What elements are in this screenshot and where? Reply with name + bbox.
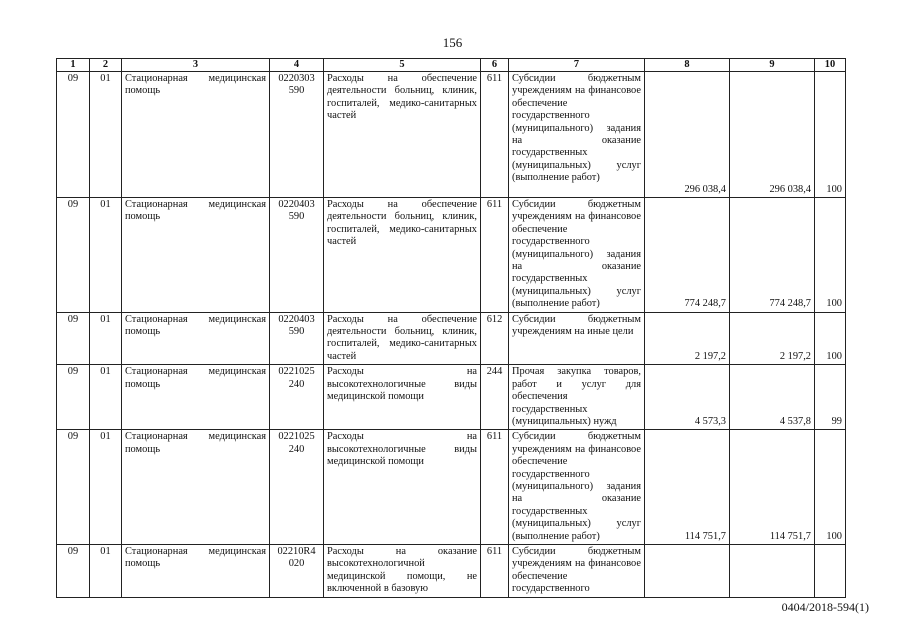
planned-amount: 4 573,3: [645, 365, 730, 430]
target-article-code: 0220403 590: [270, 198, 324, 313]
page-number: 156: [442, 35, 463, 50]
execution-percent: 100: [815, 312, 846, 365]
executed-amount: 296 038,4: [730, 72, 815, 198]
expense-type-code: 611: [481, 198, 509, 313]
target-article-name: Расходы на обеспечение деятельности больниц, клиник, госпиталей, медико-санитарных частей: [324, 72, 481, 198]
column-header: 6: [481, 59, 509, 72]
executed-amount: 774 248,7: [730, 198, 815, 313]
column-header: 5: [324, 59, 481, 72]
subsection-name: Стационарная медицинская помощь: [122, 312, 270, 365]
executed-amount: 4 537,8: [730, 365, 815, 430]
section-code: 09: [57, 312, 90, 365]
planned-amount: 2 197,2: [645, 312, 730, 365]
table-row: [57, 430, 846, 545]
expense-type-name: Субсидии бюджетным учреждениям на финансовое обеспечение государственного (муниципального) задания на оказание государственных (муниципальных) услуг (выполнение работ): [509, 198, 645, 313]
subsection-name: Стационарная медицинская помощь: [122, 198, 270, 313]
target-article-code: 02210R4 020: [270, 544, 324, 597]
table-header-row: [57, 59, 846, 72]
target-article-code: 0221025 240: [270, 365, 324, 430]
execution-percent: 100: [815, 72, 846, 198]
expense-type-name: Прочая закупка товаров, работ и услуг для обеспечения государственных (муниципальных) нужд: [509, 365, 645, 430]
subsection-name: Стационарная медицинская помощь: [122, 365, 270, 430]
subsection-code: 01: [90, 312, 122, 365]
execution-percent: [815, 544, 846, 597]
table-row: [57, 365, 846, 430]
section-code: 09: [57, 72, 90, 198]
expense-type-name: Субсидии бюджетным учреждениям на финансовое обеспечение государственного (муниципального) задания на оказание государственных (муниципальных) услуг (выполнение работ): [509, 430, 645, 545]
execution-percent: 100: [815, 430, 846, 545]
target-article-code: 0220403 590: [270, 312, 324, 365]
target-article-name: Расходы на оказание высокотехнологичной медицинской помощи, не включенной в базовую: [324, 544, 481, 597]
column-header: 1: [57, 59, 90, 72]
planned-amount: 774 248,7: [645, 198, 730, 313]
document-code: 0404/2018-594(1): [781, 600, 869, 614]
execution-percent: 99: [815, 365, 846, 430]
table-row: [57, 544, 846, 597]
subsection-code: 01: [90, 365, 122, 430]
expense-type-code: 244: [481, 365, 509, 430]
subsection-name: Стационарная медицинская помощь: [122, 430, 270, 545]
executed-amount: 114 751,7: [730, 430, 815, 545]
executed-amount: [730, 544, 815, 597]
section-code: 09: [57, 198, 90, 313]
table-row: [57, 198, 846, 313]
planned-amount: [645, 544, 730, 597]
column-header: 7: [509, 59, 645, 72]
expense-type-name: Субсидии бюджетным учреждениям на иные цели: [509, 312, 645, 365]
expense-type-code: 611: [481, 72, 509, 198]
executed-amount: 2 197,2: [730, 312, 815, 365]
subsection-name: Стационарная медицинская помощь: [122, 544, 270, 597]
column-header: 9: [730, 59, 815, 72]
target-article-name: Расходы на обеспечение деятельности больниц, клиник, госпиталей, медико-санитарных частей: [324, 312, 481, 365]
execution-percent: 100: [815, 198, 846, 313]
planned-amount: 296 038,4: [645, 72, 730, 198]
subsection-name: Стационарная медицинская помощь: [122, 72, 270, 198]
column-header: 2: [90, 59, 122, 72]
expense-type-code: 611: [481, 544, 509, 597]
table-row: [57, 312, 846, 365]
column-header: 10: [815, 59, 846, 72]
planned-amount: 114 751,7: [645, 430, 730, 545]
section-code: 09: [57, 430, 90, 545]
target-article-name: Расходы на обеспечение деятельности больниц, клиник, госпиталей, медико-санитарных частей: [324, 198, 481, 313]
subsection-code: 01: [90, 430, 122, 545]
section-code: 09: [57, 365, 90, 430]
expense-type-code: 612: [481, 312, 509, 365]
column-header: 3: [122, 59, 270, 72]
subsection-code: 01: [90, 198, 122, 313]
column-header: 4: [270, 59, 324, 72]
budget-table: [56, 58, 846, 598]
target-article-name: Расходы на высокотехнологичные виды медицинской помощи: [324, 365, 481, 430]
expense-type-name: Субсидии бюджетным учреждениям на финансовое обеспечение государственного (муниципального) задания на оказание государственных (муниципальных) услуг (выполнение работ): [509, 72, 645, 198]
subsection-code: 01: [90, 544, 122, 597]
section-code: 09: [57, 544, 90, 597]
target-article-code: 0221025 240: [270, 430, 324, 545]
column-header: 8: [645, 59, 730, 72]
table-row: [57, 72, 846, 198]
target-article-code: 0220303 590: [270, 72, 324, 198]
target-article-name: Расходы на высокотехнологичные виды медицинской помощи: [324, 430, 481, 545]
expense-type-code: 611: [481, 430, 509, 545]
subsection-code: 01: [90, 72, 122, 198]
expense-type-name: Субсидии бюджетным учреждениям на финансовое обеспечение государственного: [509, 544, 645, 597]
